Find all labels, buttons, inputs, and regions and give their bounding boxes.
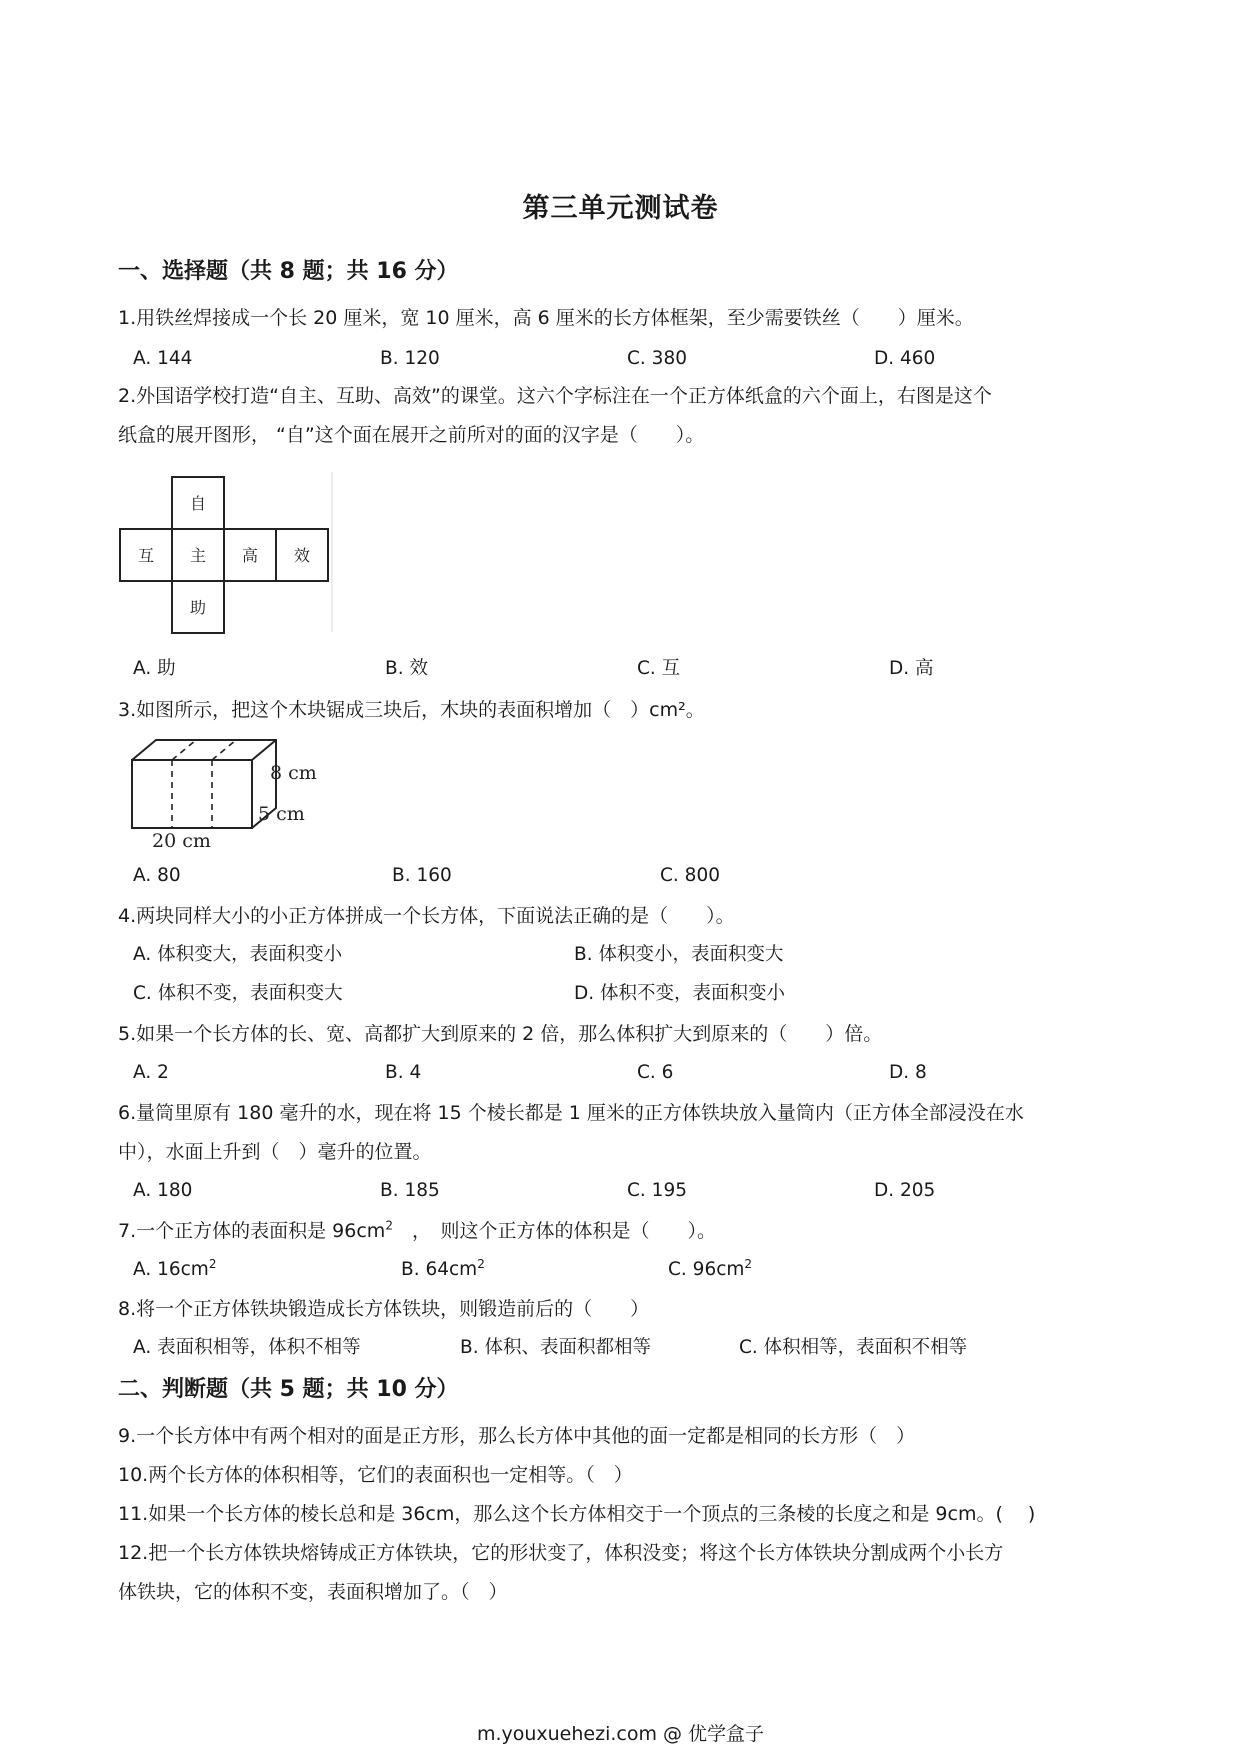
question-2-line-1: 2.外国语学校打造“自主、互助、高效”的课堂。这六个字标注在一个正方体纸盒的六个面上，右图是这个: [118, 385, 992, 407]
net-face-right-1: 高: [241, 546, 259, 565]
q6-option-a: A. 180: [133, 1180, 193, 1201]
q7-option-b: B. $64cm^2$: [401, 1256, 485, 1280]
q5-option-d: D. 8: [889, 1062, 927, 1083]
question-12-line-2: 体铁块，它的体积不变，表面积增加了。（ ）: [118, 1581, 508, 1603]
q2-option-d: D. 高: [889, 658, 934, 679]
question-9: 9.一个长方体中有两个相对的面是正方形，那么长方体中其他的面一定都是相同的长方形（ ）: [118, 1425, 916, 1447]
q2-option-c: C. 互: [637, 658, 681, 679]
q5-option-a: A. 2: [133, 1062, 169, 1083]
question-6-line-1: 6.量筒里原有 180 毫升的水，现在将 15 个棱长都是 1 厘米的正方体铁块放入量筒内（正方体全部浸没在水: [118, 1102, 1024, 1124]
q6-option-d: D. 205: [874, 1180, 936, 1201]
page-footer: m.youxuehezi.com @ 优学盒子: [476, 1723, 765, 1745]
question-11: 11.如果一个长方体的棱长总和是 36cm，那么这个长方体相交于一个顶点的三条棱的长度之和是 9cm。( ): [118, 1503, 1036, 1525]
question-12-line-1: 12.把一个长方体铁块熔铸成正方体铁块，它的形状变了，体积没变；将这个长方体铁块分割成两个小长方: [118, 1542, 1004, 1564]
q5-option-b: B. 4: [385, 1062, 422, 1083]
q7-option-a: A. $16cm^2$: [133, 1256, 217, 1280]
q7-text-pre: 7.一个正方体的表面积是 96cm: [118, 1220, 386, 1242]
q3-option-b: B. 160: [392, 865, 452, 886]
question-10: 10.两个长方体的体积相等，它们的表面积也一定相等。（ ）: [118, 1464, 633, 1486]
net-face-left: 互: [137, 546, 155, 565]
q4-option-a: A. 体积变大，表面积变小: [133, 944, 343, 965]
question-3: 3.如图所示，把这个木块锯成三块后，木块的表面积增加（ ）cm²。: [118, 699, 705, 721]
q4-option-c: C. 体积不变，表面积变大: [133, 983, 343, 1004]
q6-option-b: B. 185: [380, 1180, 440, 1201]
question-1: 1.用铁丝焊接成一个长 20 厘米，宽 10 厘米，高 6 厘米的长方体框架，至少需要铁丝（ ）厘米。: [118, 307, 974, 329]
page-title: 第三单元测试卷: [522, 193, 719, 224]
q7-sup: 2: [385, 1218, 393, 1233]
q1-option-a: A. 144: [133, 348, 193, 369]
net-face-center: 主: [189, 546, 207, 565]
net-face-bottom: 助: [189, 598, 207, 617]
cube-net-figure: [118, 472, 334, 640]
wood-block-figure: [118, 734, 328, 854]
q6-option-c: C. 195: [627, 1180, 687, 1201]
q7-option-c: C. $96cm^2$: [668, 1256, 753, 1280]
question-4: 4.两块同样大小的小正方体拼成一个长方体，下面说法正确的是（ ）。: [118, 905, 735, 927]
section-choice-heading: 一、选择题（共 8 题；共 16 分）: [118, 259, 459, 284]
q1-option-d: D. 460: [874, 348, 936, 369]
q2-option-a: A. 助: [133, 658, 176, 679]
q2-option-b: B. 效: [385, 658, 428, 679]
q1-option-b: B. 120: [380, 348, 440, 369]
q3-option-a: A. 80: [133, 865, 181, 886]
section-judge-heading: 二、判断题（共 5 题；共 10 分）: [118, 1377, 459, 1402]
q1-option-c: C. 380: [627, 348, 687, 369]
q8-option-a: A. 表面积相等，体积不相等: [133, 1337, 361, 1358]
q8-option-c: C. 体积相等，表面积不相等: [739, 1337, 968, 1358]
net-face-right-2: 效: [293, 546, 311, 565]
q4-option-b: B. 体积变小，表面积变大: [574, 944, 784, 965]
q3-option-c: C. 800: [660, 865, 720, 886]
q7-text-post: ， 则这个正方体的体积是（ ）。: [392, 1220, 716, 1242]
q5-option-c: C. 6: [637, 1062, 674, 1083]
net-face-top: 自: [189, 494, 207, 513]
question-2-line-2: 纸盒的展开图形， “自”这个面在展开之前所对的面的汉字是（ ）。: [118, 424, 705, 446]
dimension-width: 5 cm: [258, 803, 305, 825]
question-6-line-2: 中），水面上升到（ ）毫升的位置。: [118, 1141, 432, 1163]
question-5: 5.如果一个长方体的长、宽、高都扩大到原来的 2 倍，那么体积扩大到原来的（ ）倍。: [118, 1023, 883, 1045]
question-8: 8.将一个正方体铁块锻造成长方体铁块，则锻造前后的（ ）: [118, 1298, 650, 1320]
dimension-length: 20 cm: [152, 830, 211, 852]
question-7: [118, 1217, 716, 1245]
q8-option-b: B. 体积、表面积都相等: [460, 1337, 651, 1358]
dimension-height: 8 cm: [270, 762, 317, 784]
q4-option-d: D. 体积不变，表面积变小: [574, 983, 786, 1004]
